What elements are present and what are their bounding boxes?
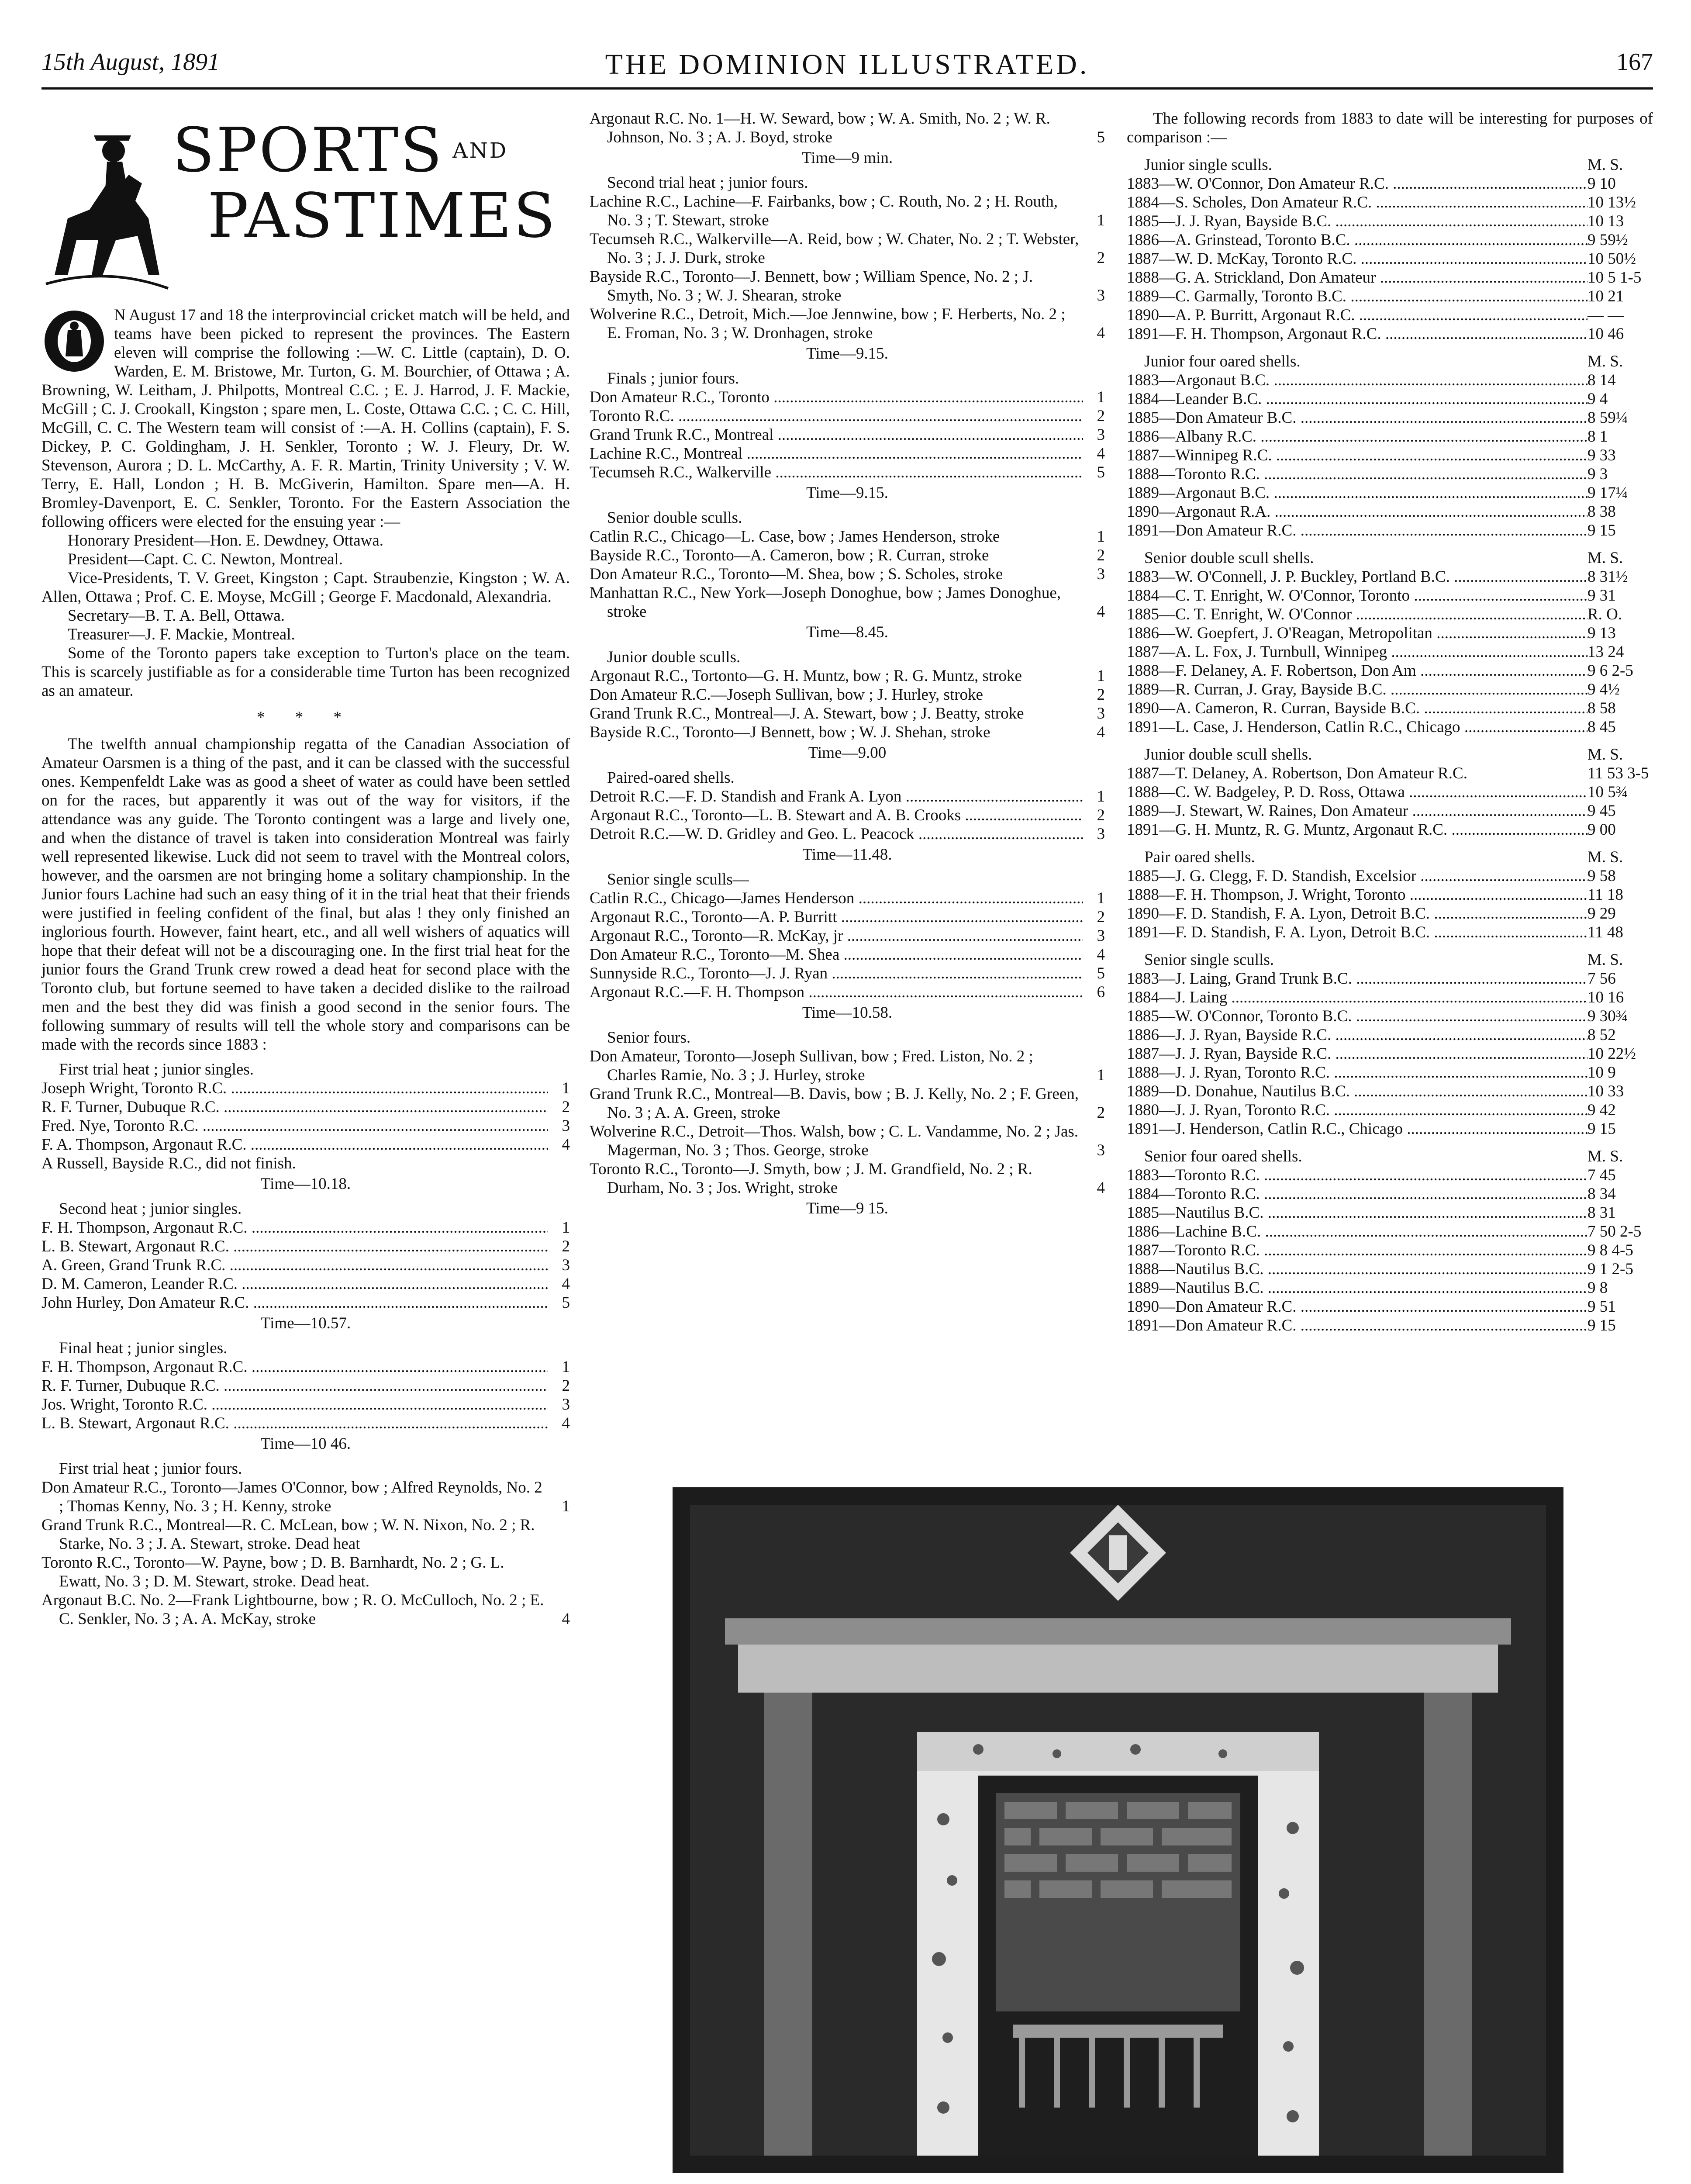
section-title: Junior double sculls. xyxy=(607,648,741,666)
results-section xyxy=(41,1459,570,1628)
officer-vice-presidents: Vice-Presidents, T. V. Greet, Kingston ; Capt. Straubenzie, Kingston ; W. A. Allen, Ottawa ; Prof. C. E. Moyse, McGill ; George F. Macdonald, Alexandria. xyxy=(41,569,570,606)
sports-masthead xyxy=(41,109,570,297)
section-title: Senior double sculls. xyxy=(607,509,742,527)
table-row: 1884—S. Scholes, Don Amateur R.C. ..... 10 13½ xyxy=(1127,193,1653,212)
table-row: 1891—J. Henderson, Catlin R.C., Chicago ..... 9 15 xyxy=(1127,1120,1653,1138)
records-group-header: Senior four oared shells. M. S. xyxy=(1144,1147,1623,1165)
table-row: 1888—F. H. Thompson, J. Wright, Toronto ..... 11 18 xyxy=(1127,885,1653,904)
table-row: 1891—F. D. Standish, F. A. Lyon, Detroit B.C. ..... 11 48 xyxy=(1127,923,1653,942)
list-item: Lachine R.C., Montreal ..... 4 xyxy=(590,444,1105,463)
list-item: F. H. Thompson, Argonaut R.C. ..... 1 xyxy=(41,1218,570,1237)
cricket-paragraph xyxy=(41,306,570,531)
list-item: Don Amateur R.C., Toronto—M. Shea ..... 4 xyxy=(590,945,1105,964)
section-title: Second heat ; junior singles. xyxy=(59,1200,242,1218)
list-item: Don Amateur R.C., Toronto—James O'Connor, bow ; Alfred Reynolds, No. 2 ; Thomas Kenny, No. 3 ; H. Kenny, stroke 1 xyxy=(41,1479,570,1515)
records-group-header: Junior double scull shells. M. S. xyxy=(1144,746,1623,764)
records-group xyxy=(1127,352,1653,540)
race-time: Time—10.18. xyxy=(260,1175,351,1193)
page-header xyxy=(41,48,1653,87)
list-item: Tecumseh R.C., Walkerville—A. Reid, bow ; W. Chater, No. 2 ; T. Webster, No. 3 ; J. J. Durk, stroke 2 xyxy=(590,230,1105,267)
list-item: Bayside R.C., Toronto—A. Cameron, bow ; R. Curran, stroke 2 xyxy=(590,546,1105,564)
race-time: Time—9.15. xyxy=(806,345,888,363)
list-item: R. F. Turner, Dubuque R.C. ..... 2 xyxy=(41,1376,570,1395)
table-row: 1885—W. O'Connor, Toronto B.C. ..... 9 30¾ xyxy=(1127,1007,1653,1026)
list-item: Tecumseh R.C., Walkerville ..... 5 xyxy=(590,463,1105,482)
table-row: 1888—J. J. Ryan, Toronto R.C. ..... 10 9 xyxy=(1127,1063,1653,1082)
list-item: Wolverine R.C., Detroit—Thos. Walsh, bow ; C. L. Vandamme, No. 2 ; Jas. Magerman, No. 3 ; Thos. George, stroke 3 xyxy=(590,1123,1105,1159)
section-title: Second trial heat ; junior fours. xyxy=(607,174,808,192)
list-item: Argonaut R.C. No. 1—H. W. Seward, bow ; W. A. Smith, No. 2 ; W. R. Johnson, No. 3 ; A. J. Boyd, stroke 5 xyxy=(590,110,1105,146)
list-item: Don Amateur R.C., Toronto ..... 1 xyxy=(590,388,1105,407)
list-item: John Hurley, Don Amateur R.C. ..... 5 xyxy=(41,1293,570,1312)
section-separator: * * * xyxy=(257,708,355,726)
list-item: F. A. Thompson, Argonaut R.C. ..... 4 xyxy=(41,1135,570,1154)
records-group-header: Junior four oared shells. M. S. xyxy=(1144,352,1623,370)
table-row: 1887—Toronto R.C. ..... 9 8 4-5 xyxy=(1127,1241,1653,1260)
list-item: Manhattan R.C., New York—Joseph Donoghue, bow ; James Donoghue, stroke 4 xyxy=(590,584,1105,621)
list-item: Argonaut R.C.—F. H. Thompson ..... 6 xyxy=(590,983,1105,1002)
results-section xyxy=(590,173,1105,363)
list-item: L. B. Stewart, Argonaut R.C. ..... 4 xyxy=(41,1414,570,1433)
table-row: 1889—Nautilus B.C. ..... 9 8 xyxy=(1127,1279,1653,1297)
table-row: 1891—F. H. Thompson, Argonaut R.C. ..... 10 46 xyxy=(1127,325,1653,343)
race-time: Time—9 15. xyxy=(806,1199,888,1217)
results-section xyxy=(590,1028,1105,1218)
results-section xyxy=(590,768,1105,864)
table-row: 1885—Don Amateur B.C. ..... 8 59¼ xyxy=(1127,408,1653,427)
officer-treasurer: Treasurer—J. F. Mackie, Montreal. xyxy=(68,625,295,643)
section-title: Finals ; junior fours. xyxy=(607,370,739,387)
table-row: 1885—J. G. Clegg, F. D. Standish, Excelsior ..... 9 58 xyxy=(1127,867,1653,885)
issue-date: 15th August, 1891 xyxy=(41,48,220,76)
table-row: 1888—Toronto R.C. ..... 9 3 xyxy=(1127,465,1653,484)
masthead-and: AND xyxy=(452,138,508,163)
table-row: 1888—Nautilus B.C. ..... 9 1 2-5 xyxy=(1127,1260,1653,1279)
table-row: 1885—Nautilus B.C. ..... 8 31 xyxy=(1127,1203,1653,1222)
records-group-header: Pair oared shells. M. S. xyxy=(1144,848,1623,866)
list-item: Toronto R.C. ..... 2 xyxy=(590,407,1105,425)
race-time: Time—8.45. xyxy=(806,623,888,641)
turton-paragraph: Some of the Toronto papers take exception to Turton's place on the team. This is scarcely justifiable as for a considerable time Turton has been recognized as an amateur. xyxy=(41,644,570,700)
table-row: 1887—W. D. McKay, Toronto R.C. ..... 10 50½ xyxy=(1127,249,1653,268)
table-row: 1888—F. Delaney, A. F. Robertson, Don Am ..... 9 6 2-5 xyxy=(1127,661,1653,680)
list-item: Toronto R.C., Toronto—J. Smyth, bow ; J. M. Grandfield, No. 2 ; R. Durham, No. 3 ; Jos. Wright, stroke 4 xyxy=(590,1160,1105,1197)
table-row: 1889—Argonaut B.C. ..... 9 17¼ xyxy=(1127,484,1653,502)
table-row: 1890—Argonaut R.A. ..... 8 38 xyxy=(1127,502,1653,521)
race-time: Time—10.58. xyxy=(802,1004,893,1022)
publication-title: THE DOMINION ILLUSTRATED. xyxy=(605,48,1090,80)
list-item: Don Amateur R.C.—Joseph Sullivan, bow ; J. Hurley, stroke 2 xyxy=(590,686,1105,704)
list-item: Detroit R.C.—W. D. Gridley and Geo. L. Peacock ..... 3 xyxy=(590,825,1105,843)
race-time: Time—9.15. xyxy=(806,484,888,502)
table-row: 1886—W. Goepfert, J. O'Reagan, Metropolitan ..... 9 13 xyxy=(1127,624,1653,643)
results-section xyxy=(41,1339,570,1453)
list-item: Argonaut R.C., Toronto—R. McKay, jr ..... 3 xyxy=(590,926,1105,945)
list-item: Grand Trunk R.C., Montreal—R. C. McLean, bow ; W. N. Nixon, No. 2 ; R. Starke, No. 3 ; J. A. Stewart, stroke. Dead heat xyxy=(41,1516,535,1553)
table-row: 1889—R. Curran, J. Gray, Bayside B.C. ..... 9 4½ xyxy=(1127,680,1653,699)
masthead-word-pastimes: PASTIMES xyxy=(207,180,557,252)
records-group xyxy=(1127,549,1653,736)
column-1 xyxy=(41,109,570,1628)
list-item: F. H. Thompson, Argonaut R.C. ..... 1 xyxy=(41,1358,570,1376)
table-row: 1888—G. A. Strickland, Don Amateur ..... 10 5 1-5 xyxy=(1127,268,1653,287)
table-row: 1886—J. J. Ryan, Bayside R.C. ..... 8 52 xyxy=(1127,1026,1653,1044)
table-row: 1889—C. Garmally, Toronto B.C. ..... 10 21 xyxy=(1127,287,1653,306)
column-3 xyxy=(1127,109,1653,1335)
fireplace-photo xyxy=(673,1487,1563,2173)
list-item: Grand Trunk R.C., Montreal ..... 3 xyxy=(590,425,1105,444)
table-row: 1884—Leander B.C. ..... 9 4 xyxy=(1127,390,1653,408)
list-item: Wolverine R.C., Detroit, Mich.—Joe Jennwine, bow ; F. Herberts, No. 2 ; E. Froman, No. 3 ; W. Dronhagen, stroke 4 xyxy=(590,305,1105,342)
regatta-paragraph: The twelfth annual championship regatta of the Canadian Association of Amateur Oarsmen is a thing of the past, and it can be classed with the successful ones. Kempenfeldt Lake was as good a sheet of water as could have been settled on for the races, but apparently it was out of the way for visitors, if the attendance was any guide. The Toronto contingent was a large and lively one, and when the distance of travel is taken into consideration Montreal was fairly well represented likewise. Luck did not seem to travel with the Montreal colors, however, and the oarsmen are not bringing home a solitary championship. In the Junior fours Lachine had such an easy thing of it in the trial heat that their friends were justified in feeling confident of the final, but alas ! they only finished an inglorious fourth. However, faint heart, etc., and all well wishers of aquatics will hope that their defeat will not be a discouraging one. In the first trial heat for the junior fours the Grand Trunk crew rowed a dead heat for second place with the Toronto club, but fortune seemed to have taken a decided dislike to the railroad men and the best they did was finish a good second in the senior fours. The following summary of results will tell the whole story and comparisons can be made with the records since 1883 : xyxy=(41,735,570,1054)
dropcap-o-icon xyxy=(41,308,107,374)
section-title: Senior single sculls— xyxy=(607,871,749,888)
list-item: L. B. Stewart, Argonaut R.C. ..... 2 xyxy=(41,1237,570,1256)
race-time: Time—10 46. xyxy=(260,1435,351,1453)
table-row: 1888—C. W. Badgeley, P. D. Ross, Ottawa ..... 10 5¾ xyxy=(1127,783,1653,802)
page-number: 167 xyxy=(1616,48,1653,76)
list-item: Jos. Wright, Toronto R.C. ..... 3 xyxy=(41,1395,570,1414)
results-section xyxy=(590,109,1105,167)
section-title: First trial heat ; junior singles. xyxy=(59,1061,254,1078)
table-row: 1886—A. Grinstead, Toronto B.C. ..... 9 59½ xyxy=(1127,231,1653,249)
list-item: Sunnyside R.C., Toronto—J. J. Ryan ..... 5 xyxy=(590,964,1105,983)
list-item: Argonaut R.C., Tortonto—G. H. Muntz, bow ; R. G. Muntz, stroke 1 xyxy=(590,667,1105,685)
results-section xyxy=(590,870,1105,1022)
list-item: Lachine R.C., Lachine—F. Fairbanks, bow ; C. Routh, No. 2 ; H. Routh, No. 3 ; T. Stewart, stroke 1 xyxy=(590,193,1105,229)
results-section xyxy=(41,1199,570,1333)
results-section xyxy=(41,1060,570,1193)
table-row: 1883—W. O'Connor, Don Amateur R.C. ..... 9 10 xyxy=(1127,174,1653,193)
table-row: 1889—D. Donahue, Nautilus B.C. ..... 10 33 xyxy=(1127,1082,1653,1101)
table-row: 1884—Toronto R.C. ..... 8 34 xyxy=(1127,1185,1653,1203)
officer-president: President—Capt. C. C. Newton, Montreal. xyxy=(68,550,343,568)
results-section xyxy=(590,508,1105,642)
table-row: 1887—A. L. Fox, J. Turnbull, Winnipeg ..... 13 24 xyxy=(1127,643,1653,661)
table-row: 1886—Albany R.C. ..... 8 1 xyxy=(1127,427,1653,446)
table-row: 1891—Don Amateur R.C. ..... 9 15 xyxy=(1127,1316,1653,1335)
records-group-header: Senior single sculls. M. S. xyxy=(1144,951,1623,969)
masthead-title xyxy=(173,115,557,252)
list-item: Don Amateur R.C., Toronto—M. Shea, bow ; S. Scholes, stroke 3 xyxy=(590,565,1105,583)
list-item: Don Amateur, Toronto—Joseph Sullivan, bow ; Fred. Liston, No. 2 ; Charles Ramie, No. 3 ; J. Hurley, stroke 1 xyxy=(590,1047,1105,1084)
horse-rider-illustration-icon xyxy=(41,109,173,297)
race-time: Time—9.00 xyxy=(808,744,887,762)
header-rule xyxy=(41,87,1653,90)
table-row: 1891—Don Amateur R.C. ..... 9 15 xyxy=(1127,521,1653,540)
table-row: 1883—J. Laing, Grand Trunk B.C. ..... 7 56 xyxy=(1127,969,1653,988)
list-item: Joseph Wright, Toronto R.C. ..... 1 xyxy=(41,1079,570,1098)
officer-honorary: Honorary President—Hon. E. Dewdney, Ottawa. xyxy=(68,532,384,549)
table-row: 1890—F. D. Standish, F. A. Lyon, Detroit B.C. ..... 9 29 xyxy=(1127,904,1653,923)
race-time: Time—11.48. xyxy=(802,846,892,864)
records-group xyxy=(1127,745,1653,839)
list-item: Bayside R.C., Toronto—J Bennett, bow ; W. J. Shehan, stroke 4 xyxy=(590,723,1105,741)
list-item: Argonaut B.C. No. 2—Frank Lightbourne, bow ; R. O. McCulloch, No. 2 ; E. C. Senkler, No. 3 ; A. A. McKay, stroke 4 xyxy=(41,1591,570,1628)
table-row: 1887—T. Delaney, A. Robertson, Don Amateur R.C. 11 53 3-5 xyxy=(1127,764,1649,782)
fireplace-image-icon xyxy=(673,1487,1563,2173)
list-item: Catlin R.C., Chicago—L. Case, bow ; James Henderson, stroke 1 xyxy=(590,528,1105,546)
table-row: 1883—Toronto R.C. ..... 7 45 xyxy=(1127,1166,1653,1185)
table-row: 1891—G. H. Muntz, R. G. Muntz, Argonaut R.C. ..... 9 00 xyxy=(1127,820,1653,839)
masthead-word-sports: SPORTS xyxy=(173,115,444,186)
race-time: Time—9 min. xyxy=(801,149,893,167)
results-section xyxy=(590,648,1105,762)
table-row: 1883—W. O'Connell, J. P. Buckley, Portland B.C. ..... 8 31½ xyxy=(1127,567,1653,586)
section-title: First trial heat ; junior fours. xyxy=(59,1460,242,1478)
table-row: 1891—L. Case, J. Henderson, Catlin R.C., Chicago ..... 8 45 xyxy=(1127,718,1653,736)
records-group-header: Senior double scull shells. M. S. xyxy=(1144,549,1623,567)
officer-secretary: Secretary—B. T. A. Bell, Ottawa. xyxy=(68,607,285,625)
list-item: Argonaut R.C., Toronto—L. B. Stewart and A. B. Crooks ..... 2 xyxy=(590,806,1105,825)
list-item: R. F. Turner, Dubuque R.C. ..... 2 xyxy=(41,1098,570,1116)
table-row: 1885—C. T. Enright, W. O'Connor ..... R. O. xyxy=(1127,605,1653,624)
section-title: Paired-oared shells. xyxy=(607,769,735,787)
list-item: Detroit R.C.—F. D. Standish and Frank A. Lyon ..... 1 xyxy=(590,787,1105,806)
table-row: 1886—Lachine B.C. ..... 7 50 2-5 xyxy=(1127,1222,1653,1241)
table-row: 1889—J. Stewart, W. Raines, Don Amateur ..... 9 45 xyxy=(1127,802,1653,820)
records-group xyxy=(1127,156,1653,343)
column-2 xyxy=(590,109,1105,1222)
cricket-text: N August 17 and 18 the interprovincial cricket match will be held, and teams have been picked to represent the provinces. The Eastern eleven will comprise the following :—W. C. Little (captain), D. O. Warden, E. M. Bristowe, Mr. Turton, G. M. Bourchier, of Ottawa ; A. Browning, W. Leitham, J. Philpotts, Montreal C.C. ; E. J. Harrod, J. F. Mackie, McGill ; C. J. Crookall, Kingston ; spare men, L. Coste, Ottawa C.C. ; C. C. Hill, McGill, C. C. The Western team will consist of :—A. H. Collins (captain), F. S. Dickey, P. C. Goldingham, J. H. Senkler, Toronto ; W. J. Fleury, Dr. W. Stevenson, Aurora ; D. L. McCarthy, A. F. R. Martin, Trinity University ; V. W. Terry, E. Hall, London ; H. B. McGiverin, Hamilton. Spare men—A. H. Bromley-Davenport, E. C. Senkler, Toronto. For the Eastern Association the following officers were elected for the ensuing year :— xyxy=(41,306,570,531)
table-row: 1883—Argonaut B.C. ..... 8 14 xyxy=(1127,371,1653,390)
list-item: A Russell, Bayside R.C., did not finish. xyxy=(41,1154,296,1172)
table-row: 1885—J. J. Ryan, Bayside B.C. ..... 10 13 xyxy=(1127,212,1653,231)
list-item: Toronto R.C., Toronto—W. Payne, bow ; D. B. Barnhardt, No. 2 ; G. L. Ewatt, No. 3 ; D. M. Stewart, stroke. Dead heat. xyxy=(41,1554,504,1590)
table-row: 1890—A. Cameron, R. Curran, Bayside B.C. ..... 8 58 xyxy=(1127,699,1653,718)
list-item: Grand Trunk R.C., Montreal—B. Davis, bow ; B. J. Kelly, No. 2 ; F. Green, No. 3 ; A. A. Green, stroke 2 xyxy=(590,1085,1105,1122)
results-section xyxy=(590,369,1105,502)
records-group-header: Junior single sculls. M. S. xyxy=(1144,156,1623,174)
table-row: 1887—J. J. Ryan, Bayside R.C. ..... 10 22½ xyxy=(1127,1044,1653,1063)
race-time: Time—10.57. xyxy=(260,1314,351,1332)
table-row: 1890—A. P. Burritt, Argonaut R.C. ..... — — xyxy=(1127,306,1653,325)
list-item: Bayside R.C., Toronto—J. Bennett, bow ; William Spence, No. 2 ; J. Smyth, No. 3 ; W. J. Shearan, stroke 3 xyxy=(590,268,1105,304)
table-row: 1887—Winnipeg R.C. ..... 9 33 xyxy=(1127,446,1653,465)
table-row: 1884—C. T. Enright, W. O'Connor, Toronto ..... 9 31 xyxy=(1127,586,1653,605)
section-title: Final heat ; junior singles. xyxy=(59,1339,228,1357)
records-group xyxy=(1127,848,1653,942)
list-item: Argonaut R.C., Toronto—A. P. Burritt ..... 2 xyxy=(590,908,1105,926)
table-row: 1890—Don Amateur R.C. ..... 9 51 xyxy=(1127,1297,1653,1316)
table-row: 1880—J. J. Ryan, Toronto R.C. ..... 9 42 xyxy=(1127,1101,1653,1120)
table-row: 1884—J. Laing ..... 10 16 xyxy=(1127,988,1653,1007)
section-title: Senior fours. xyxy=(607,1029,691,1047)
records-group xyxy=(1127,950,1653,1138)
list-item: D. M. Cameron, Leander R.C. ..... 4 xyxy=(41,1275,570,1293)
records-group xyxy=(1127,1147,1653,1335)
list-item: Catlin R.C., Chicago—James Henderson ..... 1 xyxy=(590,889,1105,908)
list-item: Grand Trunk R.C., Montreal—J. A. Stewart, bow ; J. Beatty, stroke 3 xyxy=(590,705,1105,722)
list-item: A. Green, Grand Trunk R.C. ..... 3 xyxy=(41,1256,570,1275)
records-intro: The following records from 1883 to date will be interesting for purposes of comparison :— xyxy=(1127,110,1653,146)
list-item: Fred. Nye, Toronto R.C. ..... 3 xyxy=(41,1116,570,1135)
